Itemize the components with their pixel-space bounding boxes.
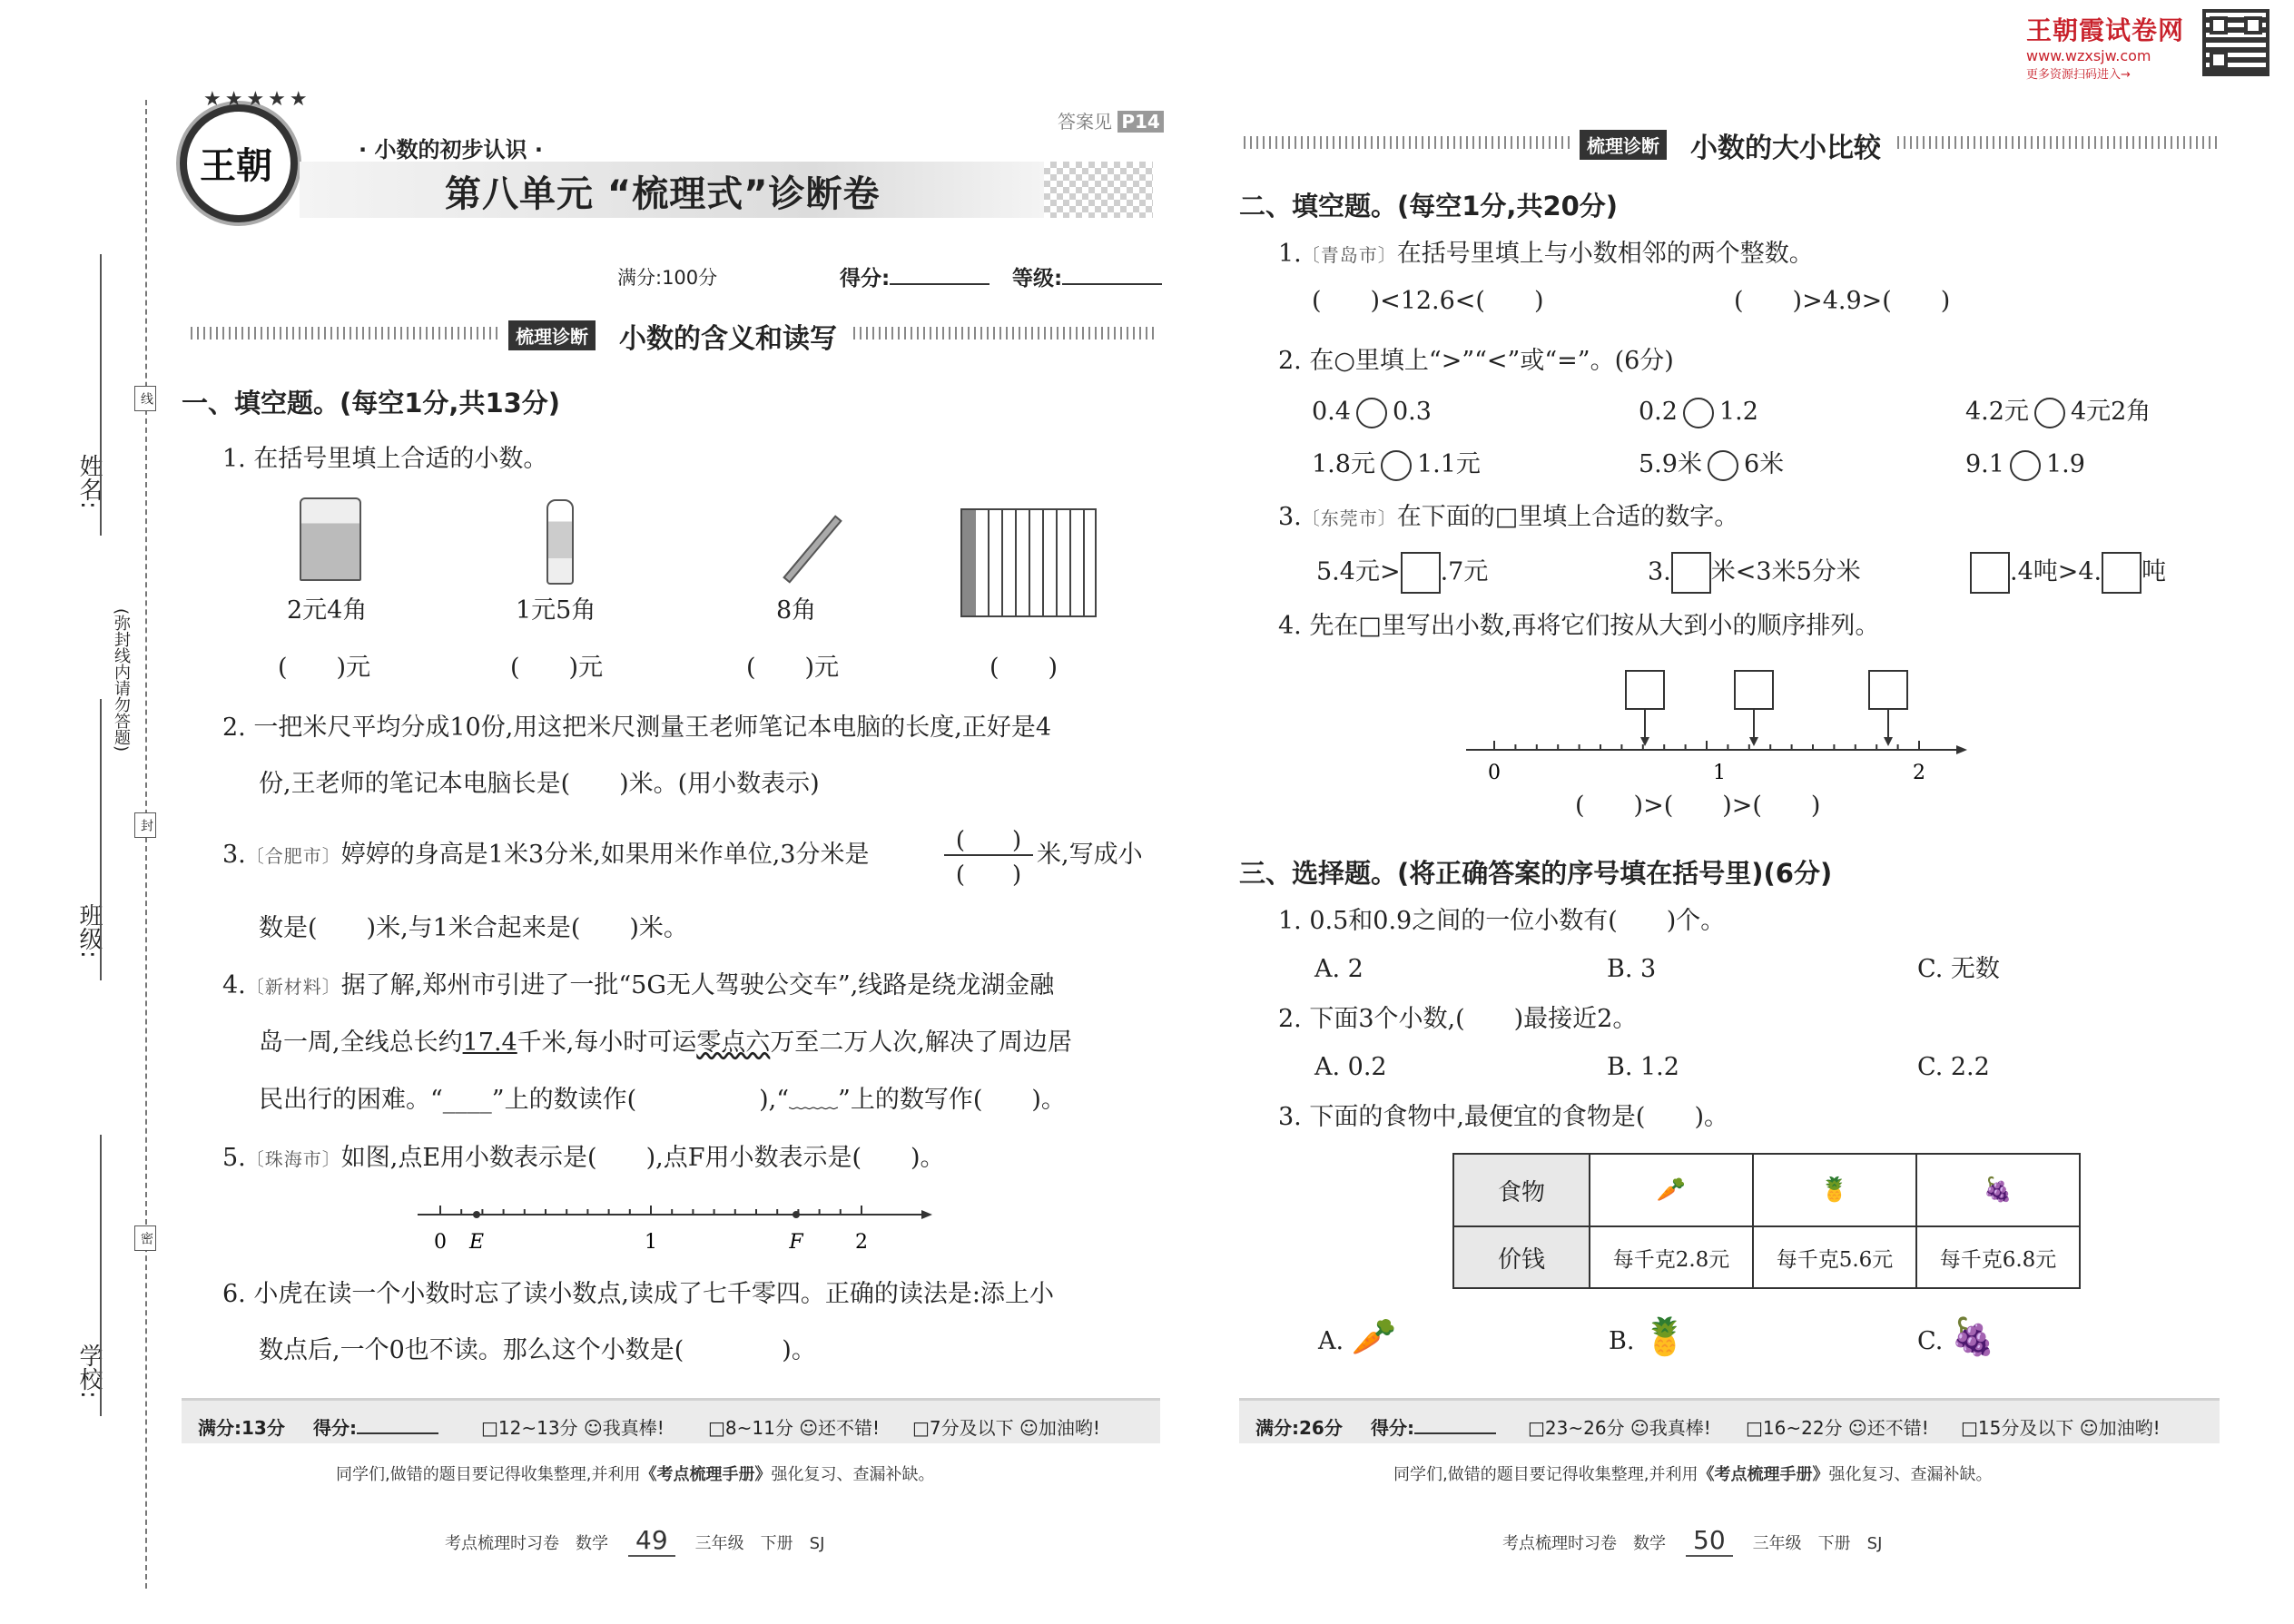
range-1-text: 我真棒! [602, 1417, 665, 1439]
score-bar-got-r[interactable] [1371, 1413, 1496, 1440]
q3-line-2: 数是( )米,与1米合起来是( )米。 [259, 914, 688, 942]
price-carrot: 每千克2.8元 [1590, 1226, 1753, 1288]
r-q3-tag: 〔东莞市〕 [1301, 507, 1397, 529]
r-q2-6-left: 9.1 [1965, 450, 2004, 478]
r-q2-2-left: 0.2 [1639, 398, 1678, 426]
grapes-icon: 🍇 [1950, 1316, 1996, 1358]
q5-tick-0: 0 [434, 1231, 447, 1253]
grapes-icon: 🍇 [1916, 1154, 2080, 1226]
smiley-icon: ☺ [799, 1417, 819, 1439]
section-1-title: 一、填空题。(每空1分,共13分) [182, 388, 561, 418]
footnote-right-c: 强化复习、查漏补缺。 [1828, 1465, 1993, 1484]
section-header: 小数的含义和读写 [619, 323, 837, 355]
score-label: 得分: [840, 267, 891, 290]
r-q1-tag: 〔青岛市〕 [1301, 244, 1397, 266]
smiley-icon: ☺ [583, 1417, 603, 1439]
compare-circle[interactable] [1683, 398, 1714, 428]
footer-left-b: 三年级 下册 SJ [694, 1534, 825, 1553]
score-range-2[interactable] [708, 1413, 880, 1440]
r-q2-1-right: 0.3 [1392, 398, 1432, 426]
compare-circle[interactable] [1381, 450, 1412, 481]
c3-opt-c-label: C. [1917, 1327, 1944, 1355]
score-bar-full: 满分:13分 [198, 1417, 285, 1439]
r-q3-c1: .4吨>4. [2010, 557, 2102, 586]
r-q4-tick-0: 0 [1488, 762, 1501, 782]
q4-text-2e: 万至二万人次,解决了周边居 [770, 1029, 1072, 1057]
footnote-right-a: 同学们,做错的题目要记得收集整理,并利用 [1393, 1465, 1698, 1484]
range-3-label: □7分及以下 [912, 1417, 1014, 1439]
q1-label-3: 8角 [776, 596, 817, 625]
brand-name: 王朝霞试卷网 [2026, 15, 2185, 45]
q5-line: 5.〔珠海市〕如图,点E用小数表示是( ),点F用小数表示是( )。 [222, 1142, 945, 1176]
q4-text-1: 据了解,郑州市引进了一批“5G无人驾驶公交车”,线路是绕龙湖金融 [340, 971, 1055, 999]
digit-box[interactable] [2102, 552, 2141, 594]
q1-blank-3[interactable]: ( )元 [746, 654, 840, 682]
footer-right-b: 三年级 下册 SJ [1752, 1534, 1883, 1553]
range-2-text-r: 还不错! [1866, 1417, 1929, 1439]
q4-line-3: 民出行的困难。“____”上的数读作( ),“﹏﹏”上的数写作( )。 [259, 1086, 1066, 1114]
compare-circle[interactable] [1708, 450, 1738, 481]
q2-line-2: 份,王老师的笔记本电脑长是( )米。(用小数表示) [259, 770, 820, 798]
footnote-left-c: 强化复习、查漏补缺。 [771, 1465, 935, 1484]
footer-left [445, 1525, 824, 1557]
c1-opt-b[interactable]: B. 3 [1607, 955, 1657, 983]
pineapple-icon: 🍍 [1642, 1316, 1688, 1358]
range-2-label: □8~11分 [708, 1417, 793, 1439]
r-q3-line: 3.〔东莞市〕在下面的□里填上合适的数字。 [1278, 501, 1738, 535]
c2-opt-a[interactable]: A. 0.2 [1314, 1053, 1387, 1081]
c3-opt-b[interactable] [1609, 1316, 1688, 1358]
brand-url: www.wzxsjw.com [2026, 47, 2151, 64]
digit-box[interactable] [1970, 552, 2010, 594]
q3-line-1: 3.〔合肥市〕婷婷的身高是1米3分米,如果用米作单位,3分米是 [222, 839, 869, 872]
r-q4-box-3[interactable] [1868, 670, 1908, 710]
compare-circle[interactable] [2010, 450, 2041, 481]
r-q2-item-4[interactable] [1312, 448, 1481, 481]
q4-wavy-number: 零点六 [696, 1029, 771, 1057]
r-q2-1-left: 0.4 [1312, 398, 1351, 426]
unit-subtitle: · 小数的初步认识 · [359, 137, 543, 162]
r-q3-a1: 5.4元> [1316, 557, 1401, 586]
range-2-text: 还不错! [818, 1417, 881, 1439]
r-q1-b[interactable]: ( )>4.9>( ) [1734, 287, 1951, 315]
q1-blank-2[interactable]: ( )元 [510, 654, 604, 682]
c1-opt-a[interactable]: A. 2 [1314, 955, 1364, 983]
footnote-right [1393, 1462, 1992, 1485]
c2-text: 2. 下面3个小数,( )最接近2。 [1278, 1005, 1638, 1033]
brand-sub: 更多资源扫码进入→ [2026, 68, 2131, 82]
page-number-right: 50 [1686, 1525, 1733, 1557]
section-2-title: 二、填空题。(每空1分,共20分) [1239, 191, 1619, 221]
section-3-title: 三、选择题。(将正确答案的序号填在括号里)(6分) [1239, 858, 1833, 889]
r-q3-text: 在下面的□里填上合适的数字。 [1396, 503, 1739, 531]
q2-line-1: 2. 一把米尺平均分成10份,用这把米尺测量王老师笔记本电脑的长度,正好是4 [222, 714, 1052, 742]
grade-field[interactable] [1012, 261, 1162, 291]
range-2-label-r: □16~22分 [1746, 1417, 1843, 1439]
q5-point-e [473, 1211, 480, 1218]
c3-opt-b-label: B. [1609, 1327, 1635, 1355]
q1-label-2: 1元5角 [516, 596, 596, 625]
r-q2-6-right: 1.9 [2045, 450, 2085, 478]
score-bar-left [182, 1398, 1160, 1443]
qr-code-icon[interactable] [2202, 9, 2269, 76]
right-section-badge: 梳理诊断 [1580, 130, 1667, 160]
r-q2-4-right: 1.1元 [1416, 450, 1481, 478]
class-label: 班级: [75, 903, 103, 959]
range-3-label-r: □15分及以下 [1961, 1417, 2074, 1439]
c3-opt-c[interactable] [1917, 1316, 1996, 1358]
range-3-text-r: 加油哟! [2098, 1417, 2161, 1439]
r-q3-b2: 米<3米5分米 [1710, 557, 1861, 586]
r-q2-2-right: 1.2 [1718, 398, 1758, 426]
q1-label-1: 2元4角 [287, 596, 368, 625]
seal-notice: (弥封线内请勿答题) [112, 608, 131, 753]
smiley-icon: ☺ [2079, 1417, 2099, 1439]
q4-tag: 〔新材料〕 [245, 976, 341, 998]
school-line [100, 1135, 102, 1416]
table-header-food: 食物 [1453, 1154, 1590, 1226]
series-logo: 王朝 ★★★★★ [180, 104, 298, 222]
smiley-icon: ☺ [1629, 1417, 1649, 1439]
seal-mark-line: 线 [134, 386, 156, 411]
q6-line-1: 6. 小虎在读一个小数时忘了读小数点,读成了七千零四。正确的读法是:添上小 [222, 1280, 1055, 1308]
binding-line [145, 100, 147, 1589]
r-q2-item-6[interactable] [1965, 448, 2085, 481]
r-q4-order[interactable]: ( )>( )>( ) [1575, 792, 1821, 820]
r-q4-number-line [1452, 710, 1979, 782]
seal-mark-close: 密 [134, 1225, 156, 1251]
right-section-bar-left [1244, 136, 1570, 149]
q5-tick-1: 1 [645, 1231, 657, 1253]
r-q1-text: 在括号里填上与小数相邻的两个整数。 [1396, 240, 1814, 268]
footnote-left [336, 1462, 934, 1485]
q4-line-1: 4.〔新材料〕据了解,郑州市引进了一批“5G无人驾驶公交车”,线路是绕龙湖金融 [222, 969, 1054, 1003]
c3-text: 3. 下面的食物中,最便宜的食物是( )。 [1278, 1103, 1728, 1131]
c2-opt-b[interactable]: B. 1.2 [1607, 1053, 1679, 1081]
r-q2-5-right: 6米 [1743, 450, 1785, 478]
q1-blank-1[interactable]: ( )元 [278, 654, 371, 682]
r-q2-item-5[interactable] [1639, 448, 1784, 481]
brand-logo [2026, 11, 2199, 82]
school-label: 学校: [75, 1343, 103, 1399]
r-q3-b1: 3. [1648, 557, 1671, 586]
q4-text-2a: 岛一周,全线总长约 [259, 1029, 463, 1057]
c3-opt-a[interactable] [1318, 1316, 1397, 1358]
grade-label: 等级: [1012, 267, 1063, 290]
compare-circle[interactable] [2034, 398, 2065, 428]
r-q2-line: 2. 在○里填上“>”“<”或“=”。(6分) [1278, 347, 1674, 375]
table-header-price: 价钱 [1453, 1226, 1590, 1288]
q5-tick-2: 2 [855, 1231, 868, 1253]
q3-tag: 〔合肥市〕 [245, 845, 341, 867]
section-badge: 梳理诊断 [508, 320, 596, 350]
name-label: 姓名: [75, 454, 103, 509]
full-score: 满分:100分 [617, 267, 718, 289]
score-field[interactable] [840, 261, 989, 291]
compare-circle[interactable] [1356, 398, 1387, 428]
c3-opt-a-label: A. [1318, 1327, 1344, 1355]
q3-text-a: 婷婷的身高是1米3分米,如果用米作单位,3分米是 [340, 841, 870, 869]
range-3-text: 加油哟! [1038, 1417, 1100, 1439]
footer-right [1502, 1525, 1882, 1557]
r-q4-line: 4. 先在□里写出小数,再将它们按从大到小的顺序排列。 [1278, 612, 1880, 640]
pineapple-icon: 🍍 [1753, 1154, 1916, 1226]
r-q4-tick-1: 1 [1713, 762, 1726, 782]
food-price-table [1452, 1153, 2081, 1289]
r-q2-5-left: 5.9米 [1639, 450, 1702, 478]
score-bar-got[interactable] [313, 1413, 438, 1440]
r-q3-a[interactable] [1316, 552, 1488, 594]
footnote-right-b: 《考点梳理手册》 [1698, 1465, 1829, 1484]
q5-point-f [793, 1211, 800, 1218]
score-bar-got-label-r: 得分: [1371, 1417, 1414, 1439]
score-range-1[interactable] [481, 1413, 665, 1440]
footnote-left-a: 同学们,做错的题目要记得收集整理,并利用 [336, 1465, 641, 1484]
r-q2-item-1[interactable] [1312, 396, 1432, 428]
q3-text-b: 米,写成小 [1037, 841, 1143, 869]
digit-box[interactable] [1671, 552, 1711, 594]
right-section-bar-right [1897, 136, 2220, 149]
r-q4-box-2[interactable] [1734, 670, 1774, 710]
unit-title: 第八单元 “梳理式”诊断卷 [445, 173, 881, 215]
range-1-label: □12~13分 [481, 1417, 578, 1439]
q6-line-2: 数点后,一个0也不读。那么这个小数是( )。 [259, 1336, 816, 1364]
score-range-3-r[interactable] [1961, 1413, 2161, 1440]
r-q1-a[interactable]: ( )<12.6<( ) [1312, 287, 1544, 315]
digit-box[interactable] [1401, 552, 1441, 594]
score-range-3[interactable] [912, 1413, 1100, 1440]
smiley-icon: ☺ [1019, 1417, 1039, 1439]
section-bar-left [191, 327, 499, 340]
c1-text: 1. 0.5和0.9之间的一位小数有( )个。 [1278, 907, 1726, 935]
footnote-left-b: 《考点梳理手册》 [640, 1465, 772, 1484]
q5-text: 如图,点E用小数表示是( ),点F用小数表示是( )。 [340, 1144, 945, 1172]
q1-text: 1. 在括号里填上合适的小数。 [222, 445, 548, 473]
section-bar-right [853, 327, 1155, 340]
q3-fraction[interactable]: ( ) ( ) [944, 822, 1033, 891]
score-bar-got-label: 得分: [313, 1417, 357, 1439]
score-bar-full-r: 满分:26分 [1255, 1417, 1343, 1439]
score-range-2-r[interactable] [1746, 1413, 1929, 1440]
name-line [100, 254, 102, 536]
c1-opt-c[interactable]: C. 无数 [1917, 955, 2000, 983]
carrot-icon: 🥕 [1590, 1154, 1753, 1226]
answer-ref [1058, 107, 1164, 133]
r-q2-item-2[interactable] [1639, 396, 1758, 428]
c2-opt-c[interactable]: C. 2.2 [1917, 1053, 1990, 1081]
answer-ref-label: 答案见 [1058, 111, 1112, 133]
r-q1-line: 1.〔青岛市〕在括号里填上与小数相邻的两个整数。 [1278, 238, 1814, 271]
q1-blank-4[interactable]: ( ) [989, 654, 1058, 682]
r-q3-c2: 吨 [2141, 557, 2167, 586]
class-line [100, 699, 102, 980]
q5-number-line [413, 1198, 940, 1253]
smiley-icon: ☺ [1847, 1417, 1867, 1439]
q5-tag: 〔珠海市〕 [245, 1148, 341, 1170]
footer-left-a: 考点梳理时习卷 数学 [445, 1534, 608, 1553]
r-q3-c[interactable] [1970, 552, 2166, 594]
seal-mark-seal: 封 [134, 812, 156, 838]
answer-ref-page: P14 [1117, 111, 1164, 133]
q4-underline-number: 17.4 [462, 1029, 517, 1057]
r-q4-tick-2: 2 [1913, 762, 1925, 782]
r-q3-b[interactable] [1648, 552, 1861, 594]
decimal-grid-icon [960, 508, 1097, 617]
range-1-text-r: 我真棒! [1649, 1417, 1711, 1439]
price-grapes: 每千克6.8元 [1916, 1226, 2080, 1288]
pen-icon [783, 515, 842, 583]
r-q2-item-3[interactable] [1965, 396, 2151, 428]
footer-right-a: 考点梳理时习卷 数学 [1502, 1534, 1666, 1553]
range-1-label-r: □23~26分 [1528, 1417, 1625, 1439]
q4-line-2 [259, 1027, 1072, 1059]
r-q2-3-right: 4元2角 [2070, 398, 2151, 426]
r-q3-a2: .7元 [1440, 557, 1489, 586]
q4-text-2c: 千米,每小时可运 [517, 1029, 697, 1057]
price-pineapple: 每千克5.6元 [1753, 1226, 1916, 1288]
score-bar-right [1239, 1398, 2220, 1443]
q5-tick-e: E [468, 1231, 485, 1253]
r-q2-3-left: 4.2元 [1965, 398, 2029, 426]
carrot-icon: 🥕 [1351, 1316, 1397, 1358]
page-number-left: 49 [628, 1525, 675, 1557]
right-section-header: 小数的大小比较 [1690, 133, 1881, 164]
r-q2-4-left: 1.8元 [1312, 450, 1375, 478]
q5-tick-f: F [789, 1231, 803, 1253]
banner-checker [1044, 162, 1153, 218]
r-q4-box-1[interactable] [1625, 670, 1665, 710]
water-bottle-icon [546, 499, 574, 585]
milk-carton-icon [300, 497, 361, 581]
score-range-1-r[interactable] [1528, 1413, 1711, 1440]
